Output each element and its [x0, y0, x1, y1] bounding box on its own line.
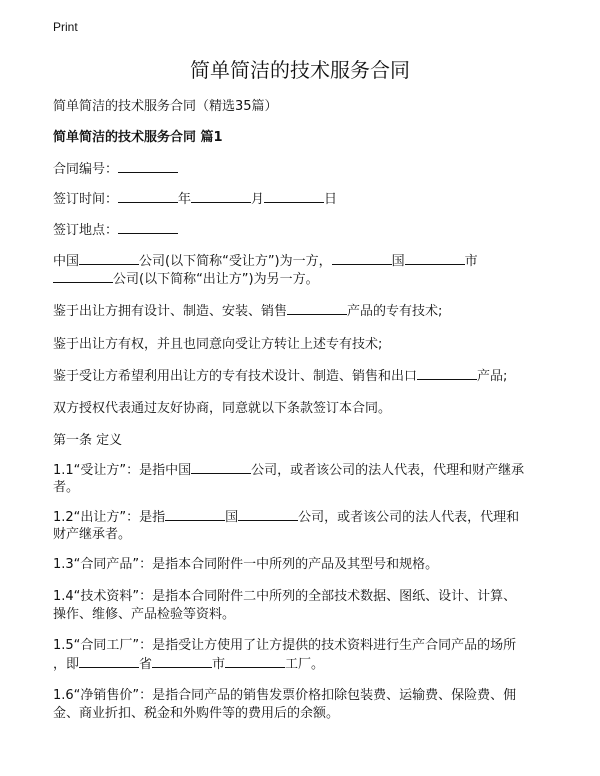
company-blank	[191, 460, 251, 474]
whereas-1	[53, 300, 442, 319]
sign-place-blank	[118, 220, 178, 234]
factory-blank	[225, 654, 285, 668]
party-a-text: 中国	[53, 254, 80, 269]
party-b-country-blank	[332, 251, 392, 265]
month-blank	[191, 189, 251, 203]
city-blank	[152, 654, 212, 668]
sign-time-line	[53, 188, 337, 207]
whereas-text: 鉴于出让方拥有设计、制造、安装、销售	[53, 304, 288, 319]
party-b-line	[53, 268, 319, 287]
definition-1-4: 1.4“技术资料”：是指本合同附件二中所列的全部技术数据、图纸、设计、计算、	[53, 589, 517, 604]
section-title: 简单简洁的技术服务合同 篇1	[53, 130, 223, 145]
definition-1-1	[53, 459, 524, 478]
whereas-text: 产品的专有技术;	[347, 304, 443, 319]
party-a-company-blank	[79, 251, 139, 265]
contract-number-line	[53, 158, 178, 177]
party-b-company-blank	[53, 269, 113, 283]
party-a-text: 公司(以下简称“受让方”)为一方，	[139, 254, 332, 269]
sign-place-label: 签订地点：	[53, 223, 119, 238]
whereas-3	[53, 365, 507, 384]
party-a-text: 国	[391, 254, 405, 269]
definition-text: 工厂。	[285, 657, 325, 672]
definition-text: 公司，或者该公司的法人代表，代理和	[298, 510, 520, 525]
definition-text: 国	[225, 510, 239, 525]
definition-text: 公司，或者该公司的法人代表，代理和财产继承	[251, 463, 525, 478]
article-1-heading: 第一条 定义	[53, 433, 123, 448]
company-blank	[238, 507, 298, 521]
definition-text: ，即	[53, 657, 80, 672]
definition-text: 省	[139, 657, 153, 672]
whereas-text: 产品;	[477, 369, 508, 384]
party-b-city-blank	[405, 251, 465, 265]
definition-1-2-cont: 财产继承者。	[53, 527, 132, 542]
document-title: 简单简洁的技术服务合同	[190, 58, 410, 82]
definition-1-5-cont	[53, 653, 324, 672]
day-blank	[264, 189, 324, 203]
party-b-text: 公司(以下简称“出让方”)为另一方。	[113, 272, 319, 287]
year-label: 年	[178, 192, 192, 207]
contract-number-label: 合同编号：	[53, 162, 119, 177]
sign-time-label: 签订时间：	[53, 192, 119, 207]
definition-1-6-cont: 金、商业折扣、税金和外购件等的费用后的余额。	[53, 706, 340, 721]
definition-1-6: 1.6“净销售价”：是指合同产品的销售发票价格扣除包装费、运输费、保险费、佣	[53, 688, 517, 703]
agreement-line: 双方授权代表通过友好协商，同意就以下条款签订本合同。	[53, 401, 392, 416]
whereas-text: 鉴于受让方希望利用出让方的专有技术设计、制造、销售和出口	[53, 369, 418, 384]
party-a-line	[53, 250, 478, 269]
party-a-text: 市	[464, 254, 478, 269]
definition-text: 1.1“受让方”：是指中国	[53, 463, 192, 478]
definition-text: 1.2“出让方”：是指	[53, 510, 166, 525]
definition-1-1-cont: 者。	[53, 480, 80, 495]
sign-place-line	[53, 219, 178, 238]
year-blank	[118, 189, 178, 203]
contract-number-blank	[118, 159, 178, 173]
whereas-2: 鉴于出让方有权，并且也同意向受让方转让上述专有技术;	[53, 337, 383, 352]
definition-1-5: 1.5“合同工厂”：是指受让方使用了让方提供的技术资料进行生产合同产品的场所	[53, 638, 517, 653]
document-subtitle: 简单简洁的技术服务合同（精选35篇）	[53, 99, 278, 114]
product-blank	[287, 301, 347, 315]
print-label[interactable]: Print	[53, 20, 78, 34]
month-label: 月	[251, 192, 265, 207]
definition-1-3: 1.3“合同产品”：是指本合同附件一中所列的产品及其型号和规格。	[53, 557, 439, 572]
product-blank	[417, 366, 477, 380]
definition-1-4-cont: 操作、维修、产品检验等资料。	[53, 607, 236, 622]
day-label: 日	[324, 192, 338, 207]
definition-text: 市	[212, 657, 226, 672]
province-blank	[79, 654, 139, 668]
country-blank	[165, 507, 225, 521]
